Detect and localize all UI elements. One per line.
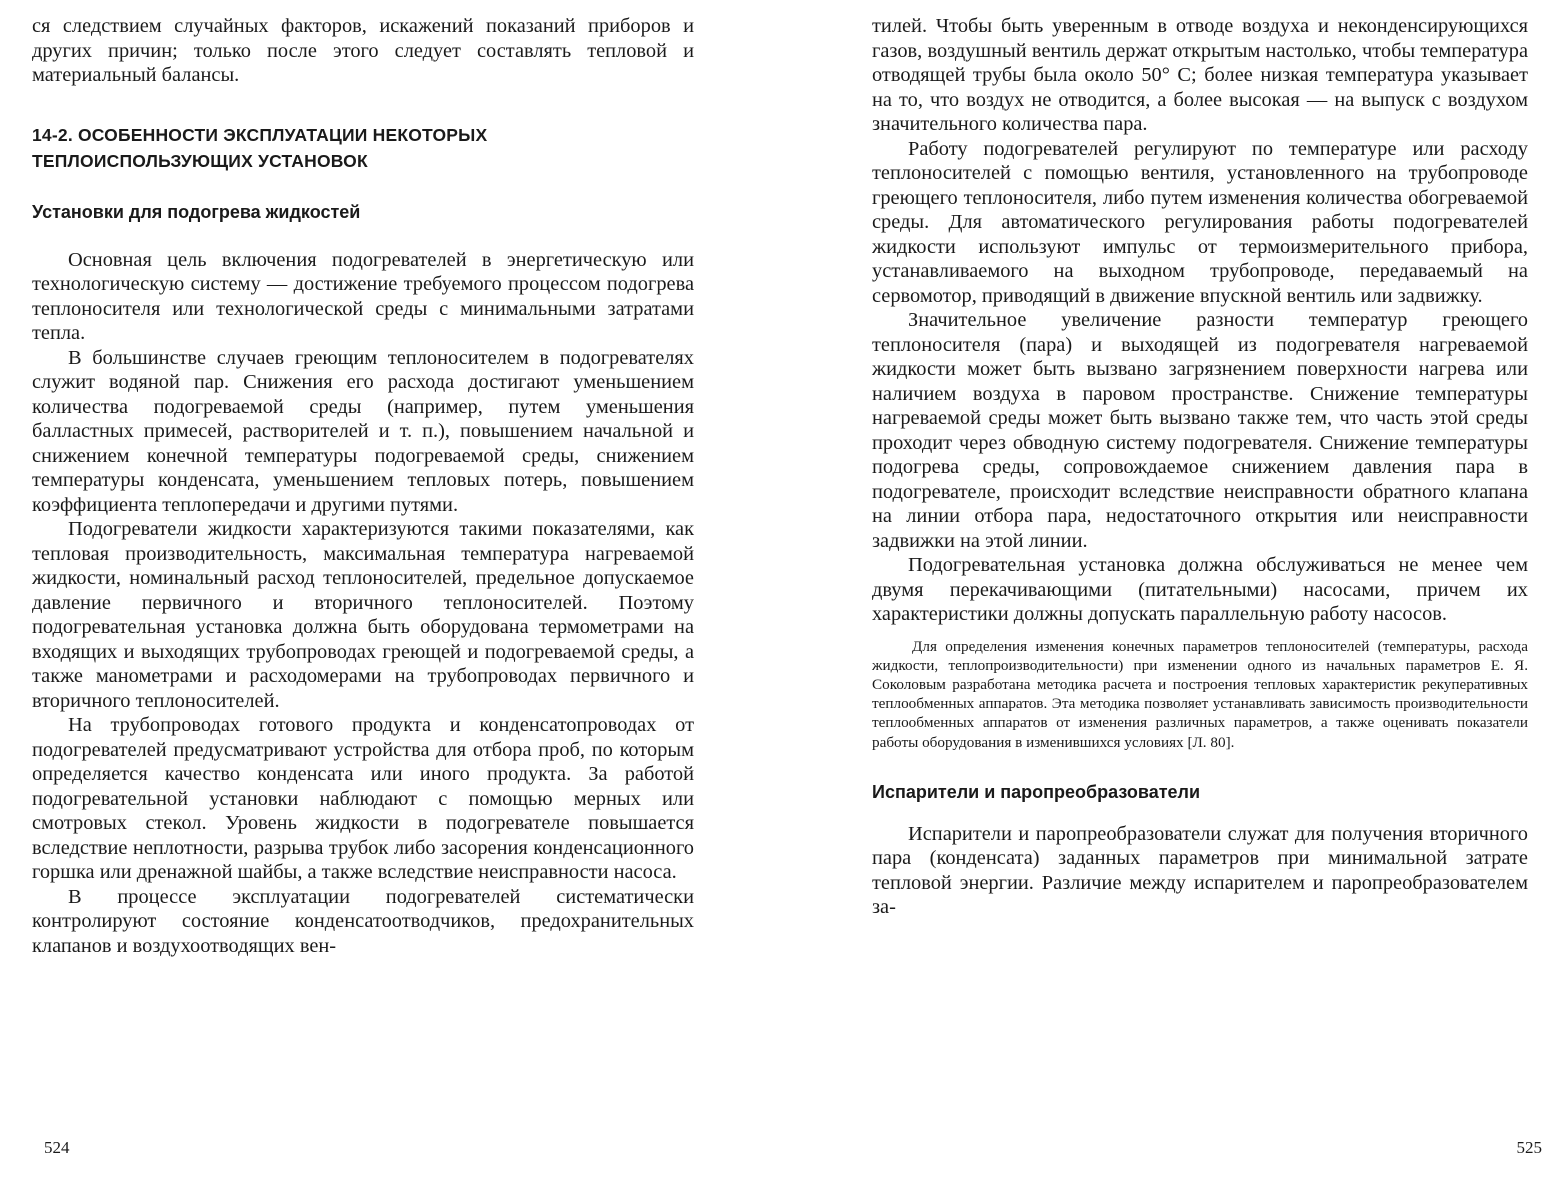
section-heading-line2: ТЕПЛОИСПОЛЬЗУЮЩИХ УСТАНОВОК <box>32 150 368 171</box>
paragraph: Подогреватели жидкости характеризуются такими показателями, как тепловая производительность, максимальная температура нагреваемой жидкости, номинальный расход теплоносителей, предельное допускаемое давление первичного и вторичного теплоносителей. Поэтому подогревательная установка должна быть оборудована термометрами на входящих и выходящих трубопроводах греющей и подогреваемой среды, а также манометрами и расходомерами на трубопроводах первичного и вторичного теплоносителей. <box>32 518 694 712</box>
right-text-column <box>872 14 1528 920</box>
small-print-note <box>872 637 1528 752</box>
left-page <box>0 0 720 1190</box>
paragraph: Основная цель включения подогревателей в энергетическую или технологическую систему — достижение требуемого процессом подогрева теплоносителя или технологической среды с минимальными затратами тепла. <box>32 248 694 344</box>
section-heading-line1: 14-2. ОСОБЕННОСТИ ЭКСПЛУАТАЦИИ НЕКОТОРЫХ <box>32 124 488 145</box>
subheading-evaporators: Испарители и паропреобразователи <box>872 781 1201 802</box>
subheading-liquid-heaters: Установки для подогрева жидкостей <box>32 201 361 222</box>
paragraph: Подогревательная установка должна обслуживаться не менее чем двумя перекачивающими (питательными) насосами, причем их характеристики должны допускать параллельную работу насосов. <box>872 554 1528 625</box>
paragraph: На трубопроводах готового продукта и конденсатопроводах от подогревателей предусматривают устройства для отбора проб, по которым определяется качество конденсата или иного продукта. За работой подогревательной установки наблюдают с помощью мерных или смотровых стекол. Уровень жидкости в подогревателе повышается вследствие неплотности, разрыва трубок либо засорения конденсационного горшка или дренажной шайбы, а также вследствие неисправности насоса. <box>32 714 694 883</box>
paragraph: Работу подогревателей регулируют по температуре или расходу теплоносителей с помощью вентиля, установленного на трубопроводе греющего теплоносителя, либо путем изменения количества обогреваемой среды. Для автоматического регулирования работы подогревателей жидкости используют импульс от термоизмерительного прибора, устанавливаемого на выходном трубопроводе, передаваемый на сервомотор, приводящий в движение впускной вентиль или задвижку. <box>872 137 1528 307</box>
paragraph: В процессе эксплуатации подогревателей систематически контролируют состояние конденсатоотводчиков, предохранительных клапанов и воздухоотводящих вен- <box>32 885 694 957</box>
right-page <box>840 0 1564 1190</box>
paragraph: Испарители и паропреобразователи служат для получения вторичного пара (конденсата) заданных параметров при минимальной затрате тепловой энергии. Различие между испарителем и паропреобразователем за- <box>872 822 1528 919</box>
page-number-left: 524 <box>44 1138 70 1157</box>
left-text-column <box>32 14 694 958</box>
paragraph: Значительное увеличение разности температур греющего теплоносителя (пара) и выходящей из подогревателя нагреваемой жидкости может быть вызвано загрязнением поверхности нагрева или наличием воздуха в паровом пространстве. Снижение температуры нагреваемой среды может быть вызвано также тем, что часть этой среды проходит через обводную систему подогревателя. Снижение температуры подогрева среды, сопровождаемое снижением давления пара в подогревателе, происходит вследствие неисправности обратного клапана на линии отбора пара, недостаточного открытия или неисправности задвижки на этой линии. <box>872 309 1528 552</box>
paragraph: В большинстве случаев греющим теплоносителем в подогревателях служит водяной пар. Снижения его расхода достигают уменьшением количества подогреваемой среды (например, путем уменьшения балластных примесей, растворителей и т. п.), повышением начальной и снижением конечной температуры подогреваемой среды, снижением температуры конденсата, уменьшением тепловых потерь, повышением коэффициента теплопередачи и другими путями. <box>32 346 694 516</box>
page-number-right: 525 <box>1516 1138 1542 1157</box>
section-heading <box>32 122 694 174</box>
note-text: Для определения изменения конечных параметров теплоносителей (температуры, расхода жидкости, теплопроизводительности) при изменении одного из начальных параметров Е. Я. Соколовым разработана методика расчета и построения тепловых характеристик рекуперативных теплообменных аппаратов. Эта методика позволяет устанавливать зависимость производительности теплообменных аппаратов от изменения различных параметров, а также оценивать показатели работы оборудования в изменившихся условиях [Л. 80]. <box>872 637 1528 751</box>
continued-paragraph: тилей. Чтобы быть уверенным в отводе воздуха и неконденсирующихся газов, воздушный вентиль держат открытым настолько, чтобы температура отводящей трубы была около 50° С; более низкая температура указывает на то, что воздух не отводится, а более высокая — на выпуск с воздухом значительного количества пара. <box>872 15 1528 135</box>
continued-paragraph: ся следствием случайных факторов, искажений показаний приборов и других причин; только после этого следует составлять тепловой и материальный балансы. <box>32 15 694 86</box>
